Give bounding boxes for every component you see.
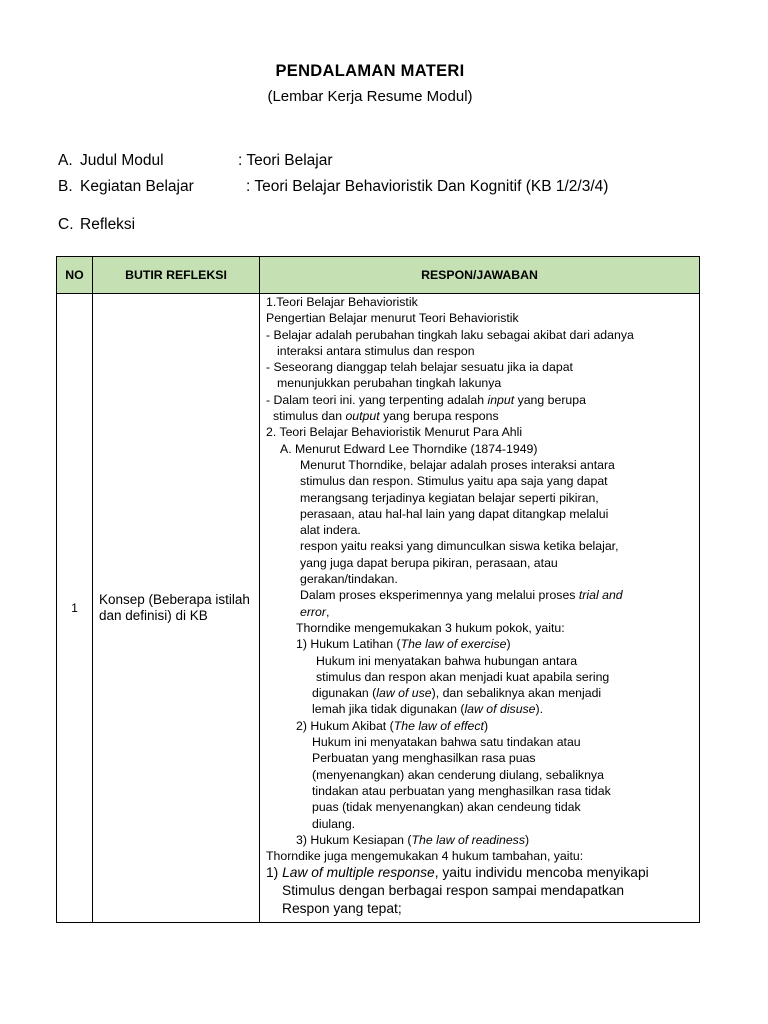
line-text: 2. Teori Belajar Behavioristik Menurut Para Ahli	[266, 425, 523, 440]
meta-judul-modul	[58, 152, 332, 170]
line-text: lemah jika tidak digunakan (	[312, 702, 465, 717]
reflection-table	[56, 256, 700, 923]
line-text: stimulus dan	[273, 409, 346, 424]
response-line	[266, 473, 695, 489]
italic-term: Law of multiple response	[282, 865, 435, 881]
line-text: stimulus dan respon akan menjadi kuat apabila sering	[316, 669, 610, 684]
response-line	[266, 359, 695, 375]
line-text: tindakan atau perbuatan yang menghasilkan rasa tidak	[312, 783, 611, 798]
response-line	[266, 701, 695, 717]
line-text: gerakan/tindakan.	[300, 572, 398, 587]
line-text: 1)	[266, 865, 283, 881]
meta-letter: C.	[58, 216, 74, 233]
response-line	[266, 767, 695, 783]
line-text: Hukum ini menyatakan bahwa hubungan antara	[316, 653, 578, 668]
response-line	[266, 799, 695, 815]
response-line	[266, 587, 695, 603]
meta-letter: B.	[58, 178, 73, 195]
line-text: diulang.	[312, 816, 356, 831]
response-line	[266, 604, 695, 620]
row-respon-jawaban	[260, 294, 700, 923]
response-line	[266, 900, 695, 918]
response-line	[266, 522, 695, 538]
line-text: Stimulus dengan berbagai respon sampai mendapatkan	[282, 883, 625, 899]
document-subtitle: (Lembar Kerja Resume Modul)	[267, 88, 473, 105]
response-line	[266, 653, 695, 669]
response-line	[266, 392, 695, 408]
header-butir-refleksi: BUTIR REFLEKSI	[93, 257, 260, 294]
line-text: ,	[325, 604, 330, 619]
line-text: Respon yang tepat;	[282, 901, 402, 917]
header-no: NO	[57, 257, 93, 294]
line-text: perasaan, atau hal-hal lain yang dapat ditangkap melalui	[300, 506, 609, 521]
italic-term: error	[300, 604, 326, 619]
response-line	[266, 538, 695, 554]
italic-term: trial and	[578, 588, 623, 603]
line-text: A. Menurut Edward Lee Thorndike (1874-1949)	[280, 441, 538, 456]
response-line	[266, 490, 695, 506]
response-line	[266, 555, 695, 571]
line-text: merangsang terjadinya kegiatan belajar seperti pikiran,	[300, 490, 599, 505]
line-text: , yaitu individu mencoba menyikapi	[434, 865, 649, 881]
line-text: (menyenangkan) akan cenderung diulang, sebaliknya	[312, 767, 604, 782]
response-line	[266, 685, 695, 701]
line-text: - Seseorang dianggap telah belajar sesuatu jika ia dapat	[266, 360, 573, 375]
italic-term: law of disuse	[464, 702, 536, 717]
italic-term: The law of readiness	[411, 832, 525, 847]
response-line	[266, 882, 695, 900]
line-text: )	[524, 832, 530, 847]
line-text: Dalam proses eksperimennya yang melalui proses	[300, 588, 579, 603]
meta-letter: A.	[58, 152, 73, 169]
line-text: )	[483, 718, 489, 733]
line-text: Pengertian Belajar menurut Teori Behavioristik	[266, 311, 519, 326]
row-number: 1	[57, 294, 93, 923]
line-text: yang berupa	[514, 392, 586, 407]
line-text: respon yaitu reaksi yang dimunculkan siswa ketika belajar,	[300, 539, 619, 554]
table-header-row	[57, 257, 700, 294]
line-text: 1) Hukum Latihan (	[296, 637, 401, 652]
row-butir-refleksi: Konsep (Beberapa istilah dan definisi) di KB	[93, 294, 260, 923]
line-text: Menurut Thorndike, belajar adalah proses interaksi antara	[300, 457, 615, 472]
response-line	[266, 832, 695, 848]
response-line	[266, 506, 695, 522]
italic-term: input	[487, 392, 515, 407]
header-respon-jawaban: RESPON/JAWABAN	[260, 257, 700, 294]
line-text: 3) Hukum Kesiapan (	[296, 832, 412, 847]
italic-term: The law of exercise	[400, 637, 507, 652]
line-text: Hukum ini menyatakan bahwa satu tindakan atau	[312, 735, 581, 750]
response-line	[266, 310, 695, 326]
response-line	[266, 620, 695, 636]
meta-refleksi	[58, 216, 135, 234]
meta-kegiatan-belajar	[58, 178, 608, 196]
line-text: yang juga dapat berupa pikiran, perasaan, atau	[300, 555, 558, 570]
document-title: PENDALAMAN MATERI	[275, 62, 465, 80]
line-text: ).	[535, 702, 544, 717]
meta-value: : Teori Belajar	[238, 152, 333, 169]
meta-label: Refleksi	[80, 216, 136, 233]
line-text: Perbuatan yang menghasilkan rasa puas	[312, 751, 536, 766]
line-text: menunjukkan perubahan tingkah lakunya	[277, 376, 502, 391]
line-text: interaksi antara stimulus dan respon	[277, 343, 475, 358]
response-line	[266, 294, 695, 310]
line-text: )	[506, 637, 511, 652]
line-text: 2) Hukum Akibat (	[296, 718, 394, 733]
response-line	[266, 457, 695, 473]
response-line	[266, 734, 695, 750]
line-text: puas (tidak menyenangkan) akan cendeung tidak	[312, 800, 581, 815]
line-text: Thorndike mengemukakan 3 hukum pokok, yaitu:	[296, 620, 565, 635]
italic-term: law of use	[376, 686, 432, 701]
line-text: alat indera.	[300, 523, 361, 538]
italic-term: The law of effect	[393, 718, 484, 733]
line-text: Thorndike juga mengemukakan 4 hukum tambahan, yaitu:	[266, 849, 584, 864]
table-row	[57, 294, 700, 923]
line-text: yang berupa respons	[379, 409, 499, 424]
italic-term: output	[345, 409, 380, 424]
response-line	[266, 864, 695, 882]
response-line	[266, 327, 695, 343]
response-line	[266, 816, 695, 832]
line-text: ), dan sebaliknya akan menjadi	[431, 686, 602, 701]
line-text: - Belajar adalah perubahan tingkah laku sebagai akibat dari adanya	[266, 327, 634, 342]
response-line	[266, 636, 695, 652]
response-line	[266, 750, 695, 766]
response-line	[266, 424, 695, 440]
meta-value: : Teori Belajar Behavioristik Dan Kognitif (KB 1/2/3/4)	[246, 178, 609, 195]
meta-label: Judul Modul	[80, 152, 164, 169]
response-line	[266, 375, 695, 391]
response-line	[266, 669, 695, 685]
line-text: stimulus dan respon. Stimulus yaitu apa saja yang dapat	[300, 474, 608, 489]
response-line	[266, 783, 695, 799]
response-line	[266, 343, 695, 359]
line-text: 1.Teori Belajar Behavioristik	[266, 295, 418, 309]
response-line	[266, 848, 695, 864]
line-text: digunakan (	[312, 686, 377, 701]
line-text: - Dalam teori ini. yang terpenting adalah	[266, 392, 488, 407]
response-line	[266, 441, 695, 457]
response-line	[266, 718, 695, 734]
meta-label: Kegiatan Belajar	[80, 178, 194, 195]
response-line	[266, 408, 695, 424]
response-line	[266, 571, 695, 587]
